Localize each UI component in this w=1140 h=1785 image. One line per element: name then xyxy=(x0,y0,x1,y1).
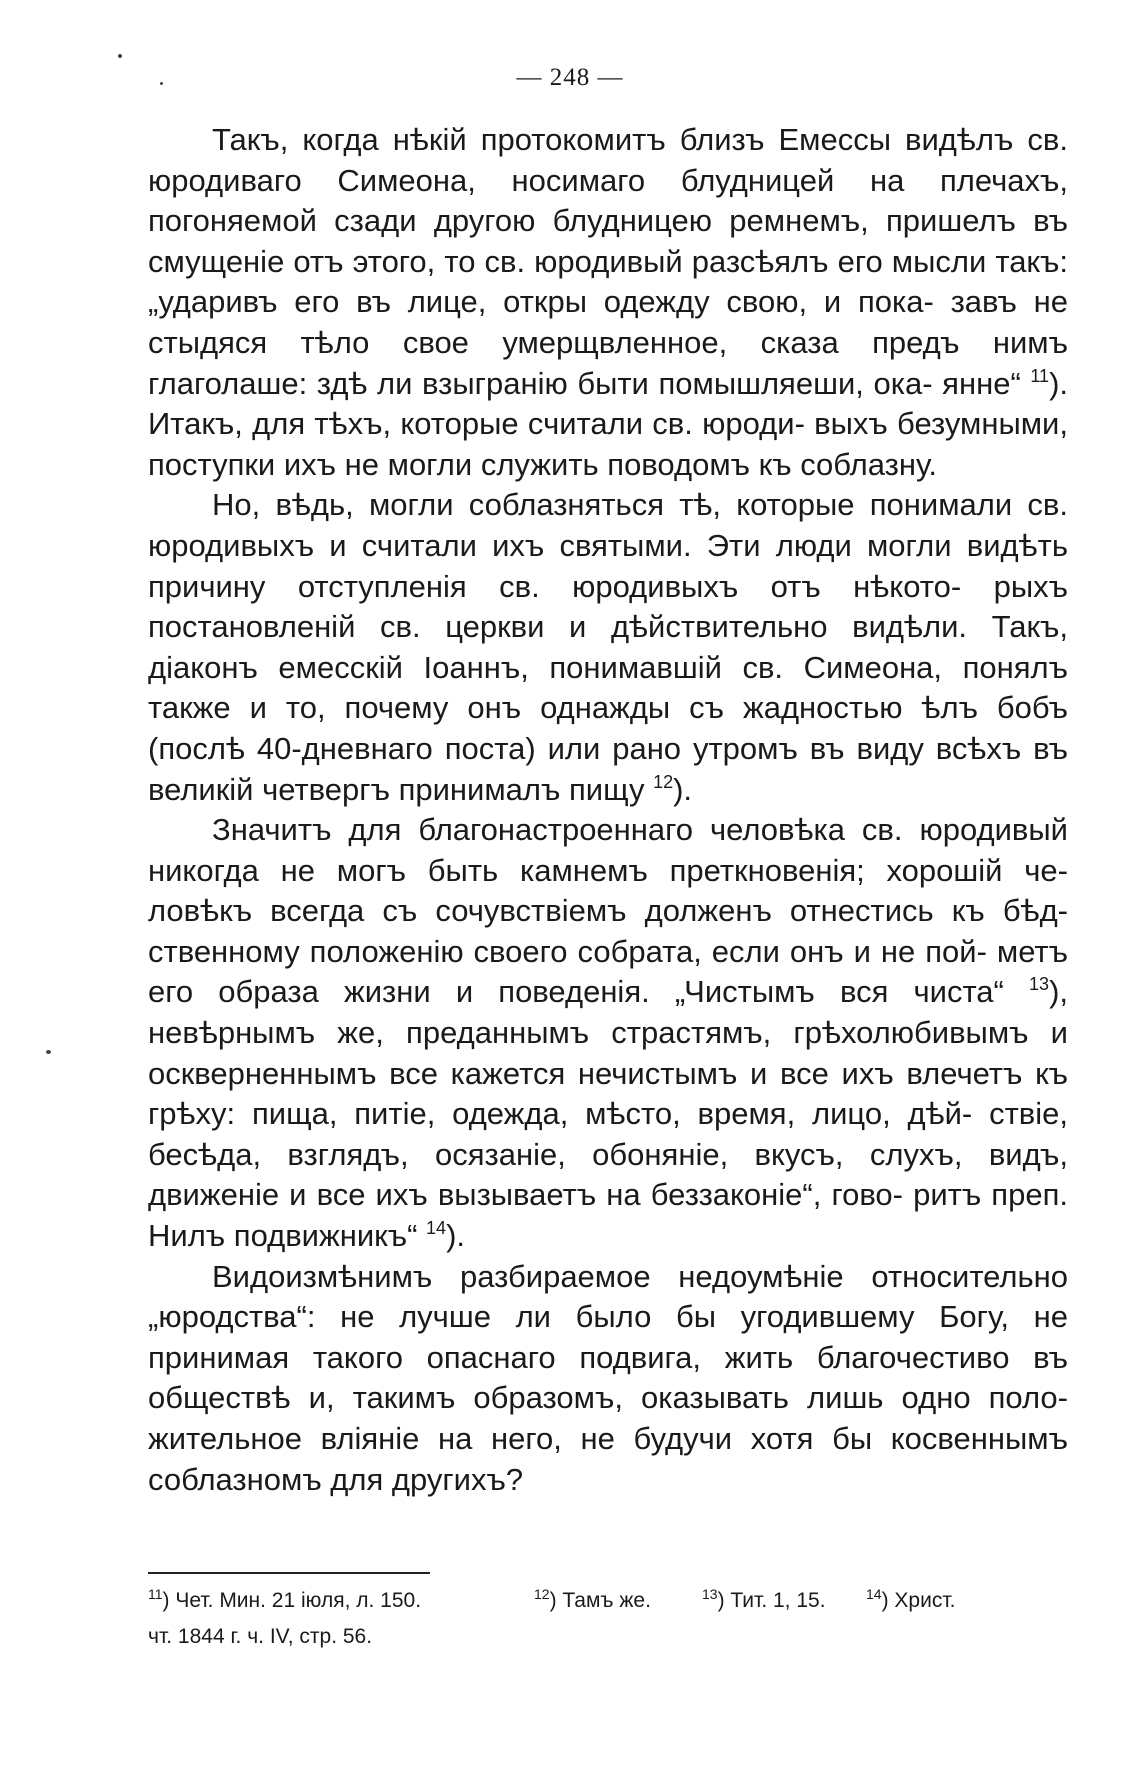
text-line: оскверненнымъ все кажется нечистымъ и все ихъ влечетъ xyxy=(148,1055,1023,1091)
paragraph-4 xyxy=(148,1257,1068,1501)
footnote-text: ) Христ. xyxy=(881,1589,956,1612)
text-line: видъ, движеніе и все ихъ вызываетъ на беззаконіе“, гово- xyxy=(148,1136,1068,1213)
text-line: жительное вліяніе на него, не будучи хотя бы косвеннымъ xyxy=(148,1421,1068,1456)
text-line: къ грѣху: пища, питіе, одежда, мѣсто, время, лицо, дѣй- xyxy=(148,1055,1068,1132)
speck-mark xyxy=(118,54,122,58)
text-line: погоняемой сзади другою блудницею ремнемъ, пришелъ въ xyxy=(148,203,1068,239)
text-line: обществѣ и, такимъ образомъ, оказывать лишь одно поло- xyxy=(148,1380,1068,1416)
paragraph-1 xyxy=(148,120,1068,485)
text-line: ). Итакъ, для тѣхъ, которые считали св. юроди- xyxy=(148,365,1068,442)
text-line: метъ его образа жизни и поведенія. „Чистымъ вся чиста“ xyxy=(148,933,1068,1010)
footnote-text: ) Тит. 1, 15. xyxy=(717,1589,826,1612)
text-line: Значитъ для благонастроеннаго человѣка св. юродивый xyxy=(212,812,1068,848)
footnote-ref-14[interactable]: 14 xyxy=(426,1218,447,1239)
text-line: соблазномъ для другихъ? xyxy=(148,1461,524,1497)
text-line: къ соблазну. xyxy=(758,446,937,482)
footnote-line xyxy=(148,1583,1068,1619)
text-line: св. юродивыхъ и считали ихъ святыми. Эти люди могли xyxy=(148,487,1068,563)
text-line: никогда не могъ быть камнемъ преткновенія; хорошій че- xyxy=(148,852,1068,888)
text-line: завъ не стыдяся тѣло свое умерщвленное, сказа предъ xyxy=(148,284,1068,360)
footnote-ref-12[interactable]: 12 xyxy=(653,771,674,792)
text-line: ѣлъ бобъ (послѣ 40-дневнаго поста) или рано утромъ въ xyxy=(148,690,1068,766)
footnotes xyxy=(148,1583,1068,1655)
text-line: Такъ, діаконъ емесскій Іоаннъ, понимавшій св. Симеона, xyxy=(148,609,1068,685)
text-line: невѣрнымъ же, преданнымъ страстямъ, грѣхолюбивымъ и xyxy=(148,1015,1068,1051)
footnote-14 xyxy=(866,1583,955,1619)
text-line: Но, вѣдь, могли соблазняться тѣ, которые понимали xyxy=(212,487,1013,523)
paragraph-2 xyxy=(148,485,1068,810)
footnote-13 xyxy=(702,1583,866,1619)
footnote-divider xyxy=(148,1572,430,1574)
text-line: Такъ, когда нѣкій протокомитъ близъ Емессы видѣлъ xyxy=(212,122,1014,157)
text-line: рыхъ постановленій св. церкви и дѣйствительно видѣли. xyxy=(148,568,1068,645)
text-line: понялъ также и то, почему онъ однажды съ жадностью xyxy=(148,649,1068,726)
text-line: св. юродиваго Симеона, носимаго блудницей на плечахъ, xyxy=(148,122,1068,198)
footnote-mark: 11 xyxy=(148,1586,163,1602)
text-line: виду всѣхъ въ великій четвергъ принималъ пищу xyxy=(148,730,1068,807)
footnote-text: ) Тамъ же. xyxy=(549,1589,651,1612)
speck-mark xyxy=(46,1050,51,1054)
footnote-mark: 12 xyxy=(534,1586,550,1602)
body-text xyxy=(148,120,1068,1500)
footnote-mark: 13 xyxy=(702,1586,718,1602)
text-line: „юродства“: не лучше ли было бы угодившему Богу, не xyxy=(148,1299,1068,1335)
text-line: ). xyxy=(673,771,693,807)
footnote-text: ) Чет. Мин. 21 іюля, л. 150. xyxy=(162,1589,422,1612)
footnote-ref-13[interactable]: 13 xyxy=(1029,974,1050,995)
footnote-12 xyxy=(534,1583,702,1619)
footnote-continuation: чт. 1844 г. ч. IV, стр. 56. xyxy=(148,1625,373,1648)
text-line: ). xyxy=(446,1218,466,1254)
footnote-11 xyxy=(148,1583,534,1619)
text-line: принимая такого опаснаго подвига, жить благочестиво въ xyxy=(148,1339,1068,1375)
text-line: янне“ xyxy=(942,365,1031,401)
text-line: ), xyxy=(1049,974,1068,1010)
paragraph-3 xyxy=(148,810,1068,1257)
text-line: выхъ безумными, поступки ихъ не могли служить поводомъ xyxy=(148,406,1068,482)
text-line: такъ: „ударивъ его въ лице, откры одежду свою, и пока- xyxy=(148,243,1068,320)
text-line: нимъ глаголаше: здѣ ли взыгранію быти помышляеши, ока- xyxy=(148,324,1068,401)
text-line: ствіе, бесѣда, взглядъ, осязаніе, обоняніе, вкусъ, слухъ, xyxy=(148,1096,1068,1172)
footnote-mark: 14 xyxy=(866,1586,882,1602)
text-line: ственному положенію своего собрата, если онъ и не пой- xyxy=(148,933,987,969)
text-line: Видоизмѣнимъ разбираемое недоумѣніе относительно xyxy=(212,1258,1068,1294)
footnote-ref-11[interactable]: 11 xyxy=(1030,365,1050,386)
page-number: — 248 — xyxy=(516,64,624,91)
text-line: ловѣкъ всегда съ сочувствіемъ долженъ отнестись къ бѣд- xyxy=(148,893,1068,929)
text-line: ритъ преп. Нилъ подвижникъ“ xyxy=(148,1177,1068,1254)
text-line: смущеніе отъ этого, то св. юродивый разсѣялъ его мысли xyxy=(148,243,987,279)
text-line: видѣть причину отступленія св. юродивыхъ отъ нѣкото- xyxy=(148,527,1068,604)
